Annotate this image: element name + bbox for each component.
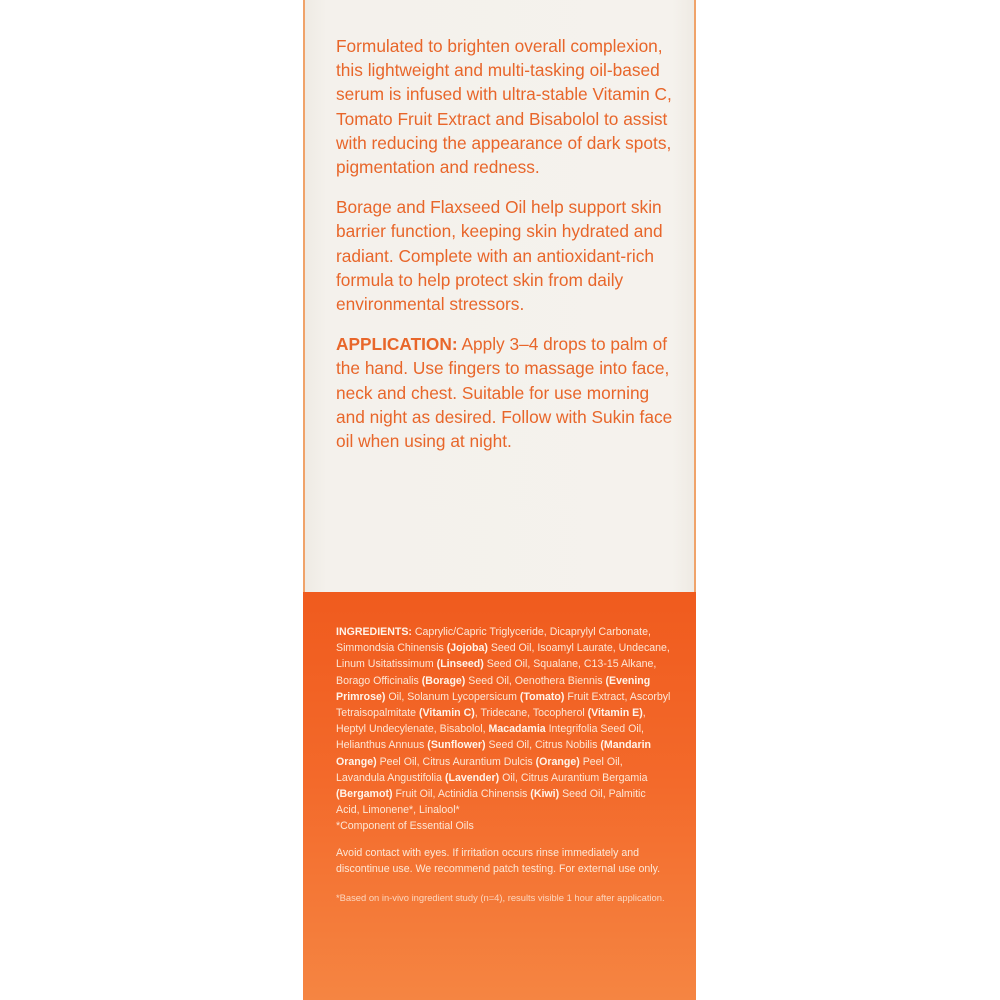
ingredient-highlight: (Tomato): [519, 690, 565, 703]
ingredient-highlight: (Kiwi): [530, 788, 560, 801]
ingredient-text: Fruit Extract, Ascorbyl Tetraisopalmitate: [336, 690, 671, 720]
ingredient-text: , Tridecane, Tocopherol: [474, 707, 588, 720]
ingredient-highlight: (Mandarin Orange): [336, 739, 651, 768]
ingredient-highlight: (Linseed): [436, 658, 484, 671]
description-paragraph-1: Formulated to brighten overall complexion, this lightweight and multi-tasking oil-based serum is infused with ultra-stable Vitamin C, Tomato Fruit Extract and Bisabolol to assist with reducing the appearance of dark spots, pigmentation and redness.: [336, 36, 672, 178]
application-heading: APPLICATION:: [336, 334, 458, 355]
ingredient-highlight: (Borage): [421, 674, 466, 687]
ingredient-highlight: (Bergamot): [336, 788, 393, 801]
ingredient-highlight: (Lavender): [444, 771, 500, 784]
ingredient-text: Peel Oil, Citrus Aurantium Dulcis: [376, 755, 536, 768]
description-paragraph-2: Borage and Flaxseed Oil help support skin barrier function, keeping skin hydrated and radiant. Complete with an antioxidant-rich formula to help protect skin from daily environmental stressors.: [336, 197, 663, 315]
ingredient-text: Seed Oil, Palmitic Acid, Limonene*, Linalool*: [336, 788, 646, 817]
ingredient-highlight: Macadamia: [488, 723, 546, 736]
ingredients-paragraph: [336, 624, 671, 818]
warning-text: Avoid contact with eyes. If irritation occurs rinse immediately and discontinue use. We recommend patch testing. For external use only.: [336, 846, 661, 875]
ingredients-panel: [303, 592, 696, 1000]
application-text: Apply 3–4 drops to palm of the hand. Use fingers to massage into face, neck and chest. Suitable for use morning and night as desired. Follow with Sukin face oil when using at night.: [336, 334, 673, 452]
ingredient-text: Caprylic/Capric Triglyceride, Dicaprylyl Carbonate, Simmondsia Chinensis: [336, 626, 651, 655]
ingredient-highlight: (Vitamin C): [419, 707, 475, 720]
ingredient-text: Oil, Solanum Lycopersicum: [385, 690, 520, 703]
ingredient-text: Seed Oil, Squalane, C13-15 Alkane, Borago Officinalis: [336, 658, 657, 687]
ingredients-footnote: *Component of Essential Oils: [336, 820, 474, 833]
study-note: *Based on in-vivo ingredient study (n=4), results visible 1 hour after application.: [336, 892, 665, 904]
ingredient-highlight: (Evening Primrose): [336, 674, 651, 703]
ingredient-text: Peel Oil, Lavandula Angustifolia: [336, 755, 623, 784]
ingredient-highlight: (Jojoba): [446, 642, 488, 655]
description-section: [336, 34, 681, 469]
ingredient-text: Fruit Oil, Actinidia Chinensis: [392, 788, 531, 801]
ingredient-highlight: (Vitamin E): [587, 707, 643, 720]
ingredient-text: Oil, Citrus Aurantium Bergamia: [499, 771, 648, 784]
ingredient-text: , Heptyl Undecylenate, Bisabolol,: [336, 707, 646, 736]
ingredient-text: Seed Oil, Isoamyl Laurate, Undecane, Linum Usitatissimum: [336, 642, 670, 671]
ingredient-highlight: (Sunflower): [427, 739, 486, 752]
ingredients-heading: INGREDIENTS:: [336, 626, 412, 638]
product-box-panel: [303, 0, 696, 1000]
ingredient-text: Seed Oil, Citrus Nobilis: [485, 739, 601, 752]
ingredient-text: Seed Oil, Oenothera Biennis: [465, 674, 606, 687]
ingredients-section: [336, 624, 671, 914]
ingredient-text: Integrifolia Seed Oil, Helianthus Annuus: [336, 723, 644, 752]
application-paragraph: [336, 332, 681, 453]
ingredient-highlight: (Orange): [535, 755, 580, 768]
